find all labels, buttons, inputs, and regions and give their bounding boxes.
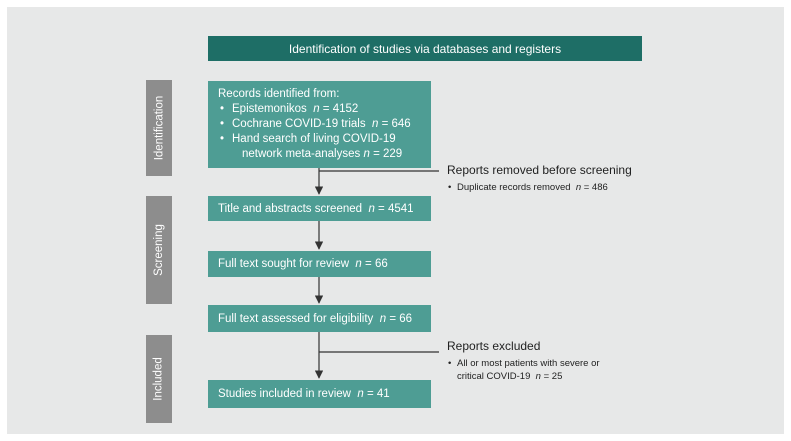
phase-label-screening: Screening — [146, 196, 172, 304]
list-item: • Cochrane COVID-19 trials n = 646 — [218, 117, 421, 132]
phase-label-identification: Identification — [146, 80, 172, 176]
screened-box: Title and abstracts screened n = 4541 — [208, 196, 431, 221]
records-identified-box — [208, 81, 431, 168]
list-item: • Hand search of living COVID-19 network meta-analyses n = 229 — [218, 132, 421, 162]
reports-excluded-title: Reports excluded — [447, 339, 541, 353]
reports-excluded-panel — [447, 338, 687, 383]
records-source-list — [218, 102, 421, 162]
sought-box: Full text sought for review n = 66 — [208, 251, 431, 277]
list-item: • All or most patients with severe or critical COVID-19 n = 25 — [447, 357, 687, 383]
reports-removed-panel — [447, 162, 687, 194]
assessed-box: Full text assessed for eligibility n = 66 — [208, 305, 431, 332]
studies-included-box: Studies included in review n = 41 — [208, 380, 431, 408]
reports-excluded-list — [447, 357, 687, 383]
diagram-header — [208, 36, 642, 61]
records-title: Records identified from: — [218, 88, 340, 100]
header-title: Identification of studies via databases and registers — [288, 41, 562, 56]
reports-removed-title: Reports removed before screening — [447, 163, 632, 177]
list-item: • Duplicate records removed n = 486 — [447, 181, 687, 194]
flow-diagram — [7, 7, 784, 434]
reports-removed-list — [447, 181, 687, 194]
phase-label-included: Included — [146, 335, 172, 423]
list-item: • Epistemonikos n = 4152 — [218, 102, 421, 117]
